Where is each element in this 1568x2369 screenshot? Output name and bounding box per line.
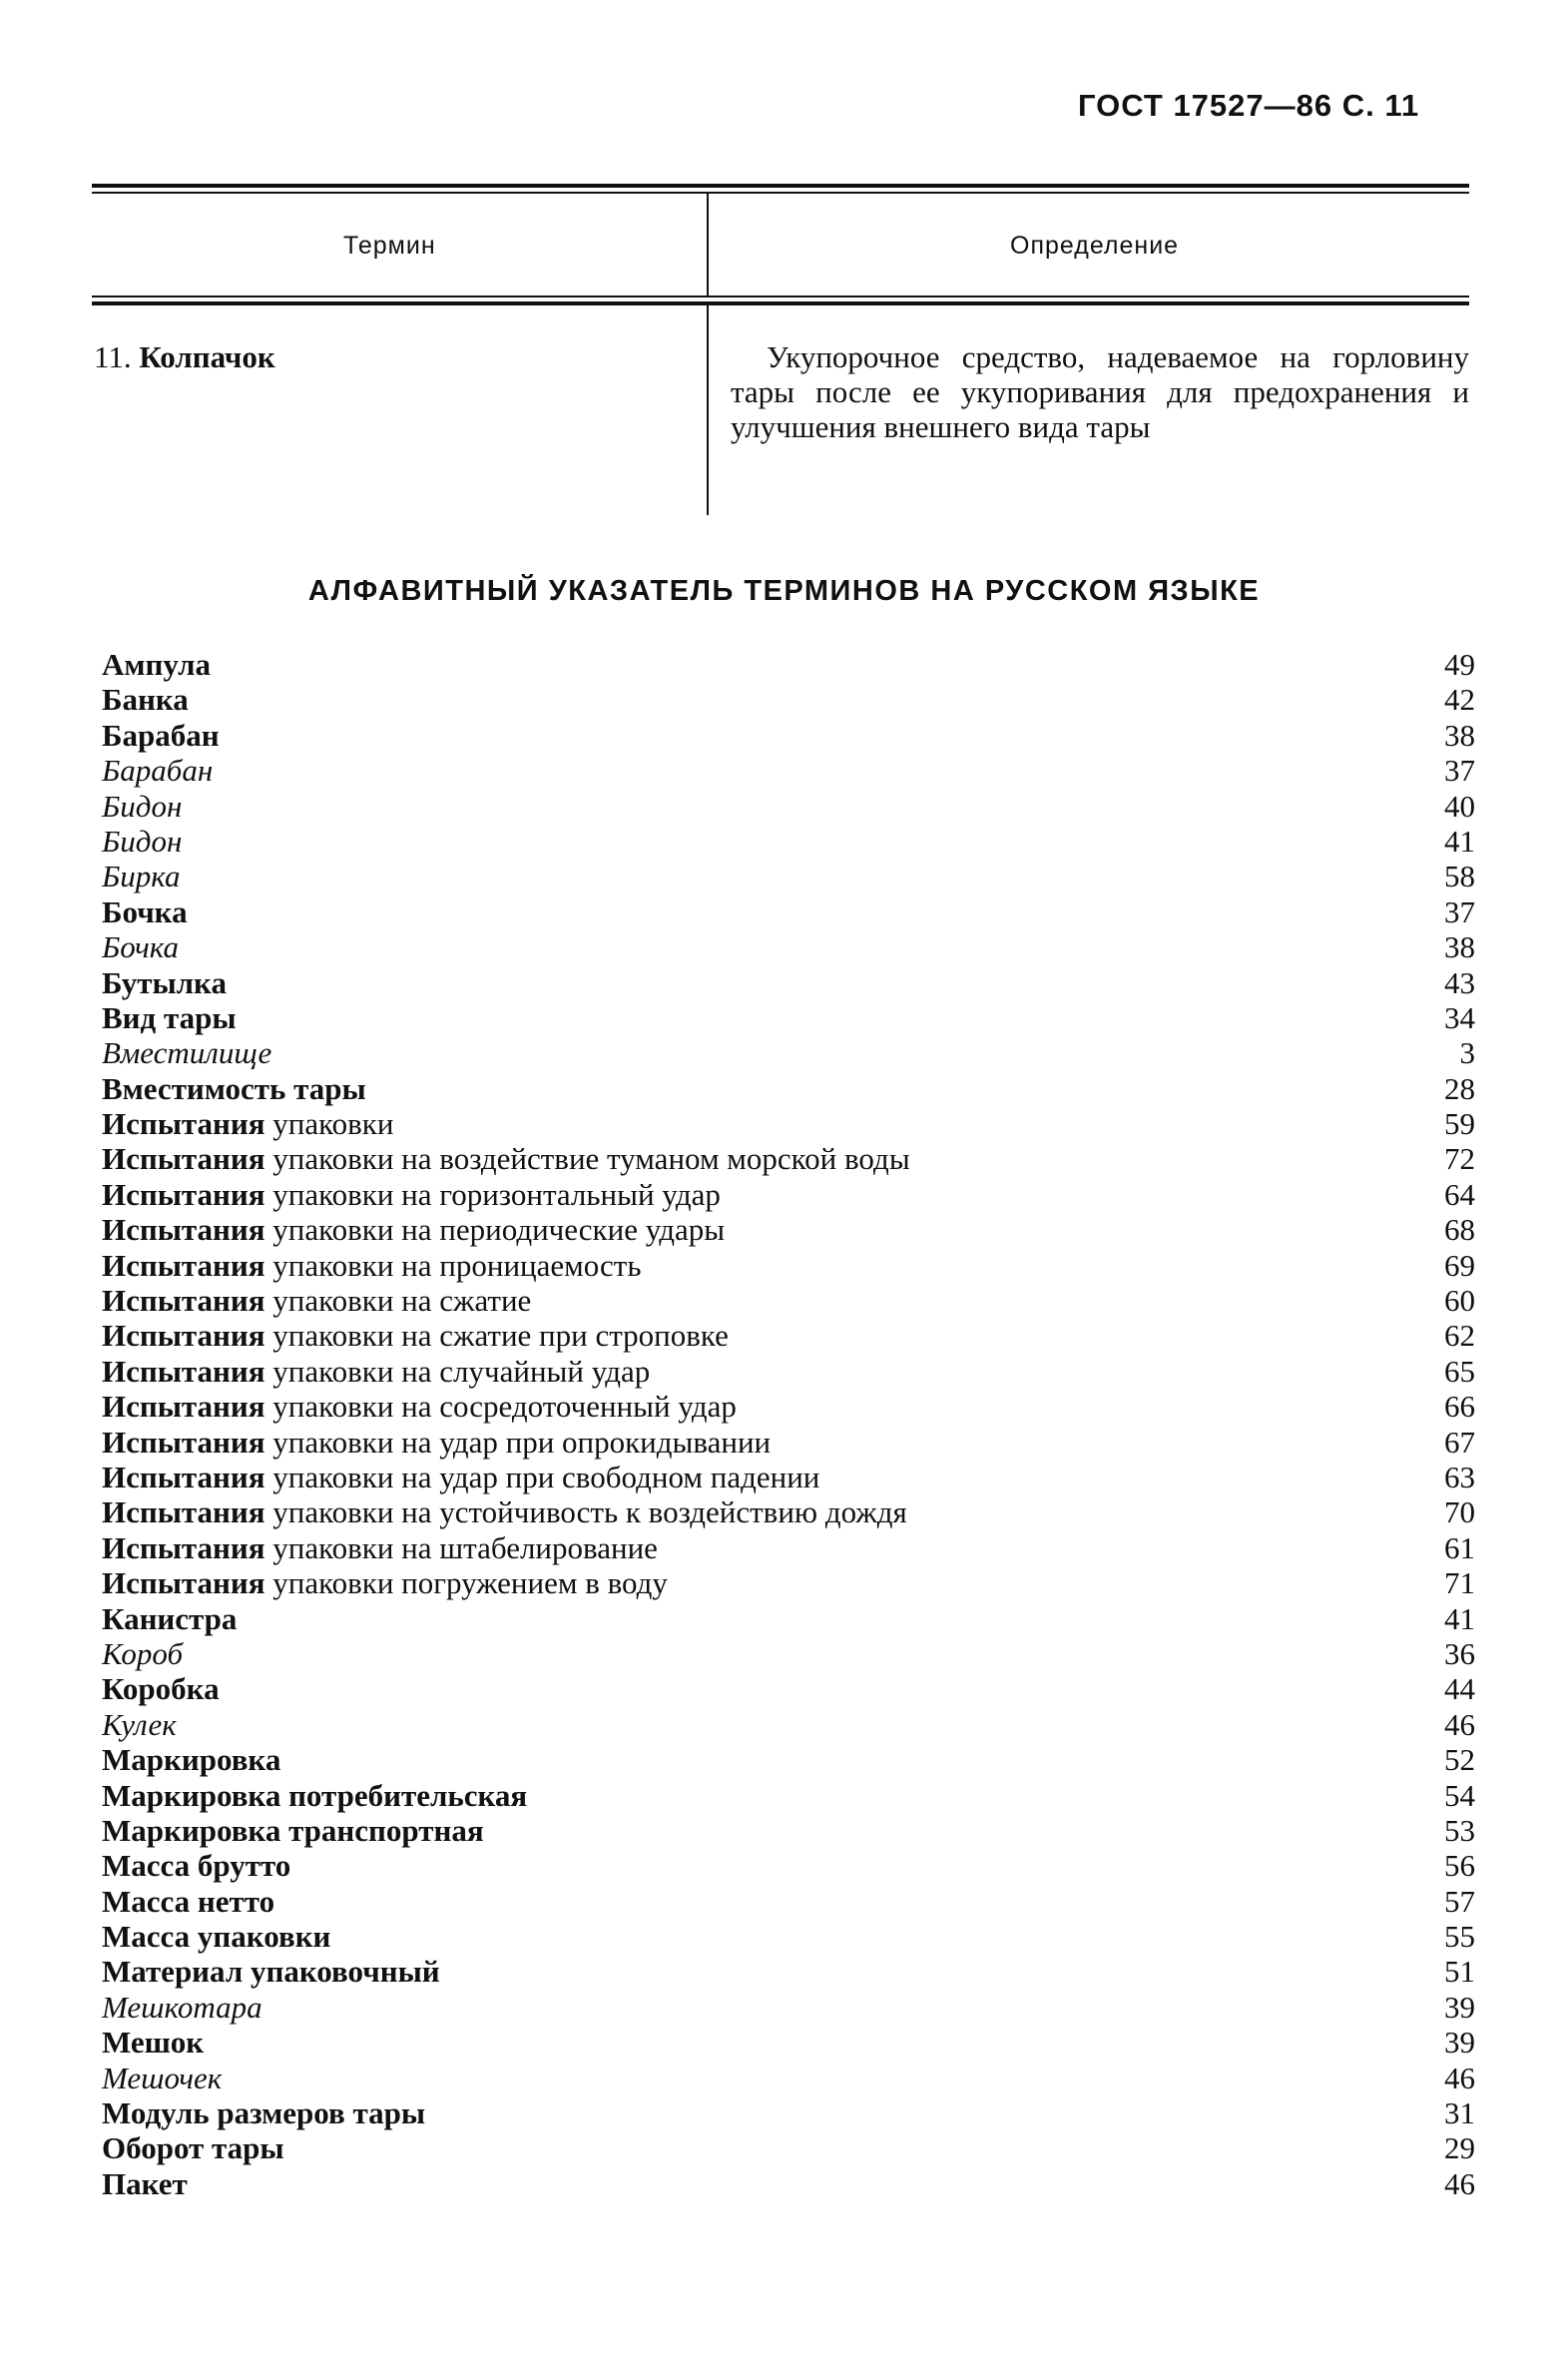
index-entry	[102, 1707, 1475, 1742]
column-header-definition: Определение	[1010, 232, 1180, 260]
index-term-rest: упаковки на удар при опрокидывании	[264, 1424, 772, 1460]
index-term-head: Испытания	[102, 1494, 265, 1530]
index-page-number: 46	[1444, 2060, 1475, 2095]
index-term-head: Испытания	[102, 1353, 265, 1389]
index-page-number: 39	[1444, 2025, 1475, 2061]
index-entry	[102, 1318, 1475, 1353]
index-page-number: 49	[1444, 647, 1475, 682]
index-page-number: 54	[1444, 1777, 1475, 1813]
index-entry	[102, 647, 1475, 682]
index-list	[102, 647, 1475, 2201]
index-entry	[102, 1601, 1475, 1636]
index-term: Бидон	[102, 823, 183, 859]
index-entry	[102, 1742, 1475, 1777]
index-page-number: 61	[1444, 1529, 1475, 1565]
index-page-number: 28	[1444, 1070, 1475, 1106]
index-page-number: 46	[1444, 2165, 1475, 2201]
index-page-number: 65	[1444, 1353, 1475, 1389]
index-entry	[102, 1565, 1475, 1600]
index-term: Пакет	[102, 2165, 188, 2201]
index-page-number: 68	[1444, 1212, 1475, 1248]
index-page-number: 46	[1444, 1706, 1475, 1742]
index-term	[102, 1141, 910, 1176]
index-page-number: 58	[1444, 859, 1475, 894]
index-page-number: 38	[1444, 929, 1475, 965]
index-term-rest: упаковки на сжатие	[264, 1283, 532, 1319]
header-bottom-rule	[92, 296, 1469, 297]
index-page-number: 66	[1444, 1389, 1475, 1425]
index-page-number: 64	[1444, 1176, 1475, 1212]
index-entry	[102, 789, 1475, 824]
index-term: Масса нетто	[102, 1883, 275, 1919]
index-term-head: Испытания	[102, 1424, 265, 1460]
index-entry	[102, 1494, 1475, 1529]
index-entry	[102, 718, 1475, 753]
index-entry	[102, 2166, 1475, 2201]
index-entry	[102, 753, 1475, 788]
index-page-number: 63	[1444, 1459, 1475, 1494]
index-term-rest: упаковки на устойчивость к воздействию дождя	[264, 1494, 907, 1530]
index-term: Оборот тары	[102, 2130, 284, 2166]
index-term: Ампула	[102, 647, 211, 682]
index-page-number: 52	[1444, 1742, 1475, 1778]
body-column-divider	[707, 305, 709, 515]
index-page-number: 69	[1444, 1247, 1475, 1283]
index-term-head: Испытания	[102, 1141, 265, 1177]
index-term-rest: упаковки на воздействие туманом морской воды	[264, 1141, 910, 1177]
index-term: Маркировка транспортная	[102, 1812, 484, 1848]
term-name: Колпачок	[139, 339, 275, 374]
index-page-number: 55	[1444, 1919, 1475, 1955]
index-page-number: 41	[1444, 1600, 1475, 1636]
index-term-rest: упаковки на штабелирование	[264, 1529, 658, 1565]
index-term-rest: упаковки на сосредоточенный удар	[264, 1389, 737, 1425]
index-page-number: 3	[1459, 1035, 1475, 1071]
index-page-number: 57	[1444, 1883, 1475, 1919]
index-term-rest: упаковки на удар при свободном падении	[264, 1459, 820, 1494]
index-term	[102, 1177, 721, 1212]
index-entry	[102, 1177, 1475, 1212]
index-term: Маркировка	[102, 1742, 281, 1778]
index-page-number: 44	[1444, 1671, 1475, 1707]
index-page-number: 37	[1444, 893, 1475, 929]
index-entry	[102, 1636, 1475, 1671]
index-term: Мешок	[102, 2025, 205, 2061]
index-term-rest: упаковки на горизонтальный удар	[264, 1176, 721, 1212]
index-page-number: 41	[1444, 823, 1475, 859]
index-page-number: 71	[1444, 1565, 1475, 1601]
index-page-number: 43	[1444, 964, 1475, 1000]
index-term: Вид тары	[102, 999, 237, 1035]
index-term: Канистра	[102, 1600, 238, 1636]
index-entry	[102, 1848, 1475, 1883]
index-term-head: Испытания	[102, 1459, 265, 1494]
index-entry	[102, 1035, 1475, 1070]
index-entry	[102, 1389, 1475, 1424]
index-entry	[102, 859, 1475, 893]
index-term-head: Испытания	[102, 1106, 265, 1142]
index-entry	[102, 2061, 1475, 2095]
index-page-number: 38	[1444, 717, 1475, 753]
index-page-number: 29	[1444, 2130, 1475, 2166]
index-page-number: 36	[1444, 1635, 1475, 1671]
index-term-head: Испытания	[102, 1318, 265, 1354]
index-term	[102, 1318, 729, 1353]
index-term: Материал упаковочный	[102, 1954, 440, 1990]
index-page-number: 72	[1444, 1141, 1475, 1177]
index-entry	[102, 1954, 1475, 1989]
index-entry	[102, 2130, 1475, 2165]
index-entry	[102, 1283, 1475, 1318]
index-entry	[102, 1460, 1475, 1494]
index-term	[102, 1460, 819, 1494]
index-term-rest: упаковки на случайный удар	[264, 1353, 651, 1389]
index-page-number: 34	[1444, 999, 1475, 1035]
index-page-number: 53	[1444, 1812, 1475, 1848]
index-term: Мешочек	[102, 2060, 223, 2095]
index-term: Маркировка потребительская	[102, 1777, 528, 1813]
index-entry	[102, 1530, 1475, 1565]
index-term	[102, 1389, 737, 1424]
index-term: Короб	[102, 1635, 184, 1671]
index-entry	[102, 1141, 1475, 1176]
index-term	[102, 1494, 907, 1529]
index-term: Бочка	[102, 893, 188, 929]
index-page-number: 60	[1444, 1283, 1475, 1319]
index-page-number: 70	[1444, 1494, 1475, 1530]
index-term	[102, 1212, 725, 1247]
index-term-head: Испытания	[102, 1529, 265, 1565]
index-entry	[102, 1000, 1475, 1035]
index-term-head: Испытания	[102, 1176, 265, 1212]
index-term-rest: упаковки погружением в воду	[264, 1565, 668, 1601]
index-entry	[102, 929, 1475, 964]
index-entry	[102, 894, 1475, 929]
index-entry	[102, 1248, 1475, 1283]
index-page-number: 67	[1444, 1424, 1475, 1460]
index-term: Бочка	[102, 929, 180, 965]
index-term: Масса упаковки	[102, 1919, 331, 1955]
index-page-number: 62	[1444, 1318, 1475, 1354]
index-term: Мешкотара	[102, 1989, 262, 2025]
index-term	[102, 1565, 668, 1600]
definition-text: Укупорочное средство, надеваемое на горловину тары после ее укупоривания для предохранения и улучшения внешнего вида тары	[731, 339, 1469, 444]
table-row-definition	[731, 339, 1469, 444]
index-page-number: 59	[1444, 1106, 1475, 1142]
header-bottom-rule-thick	[92, 301, 1469, 305]
index-entry	[102, 1425, 1475, 1460]
index-page-number: 31	[1444, 2095, 1475, 2131]
index-term	[102, 1106, 393, 1141]
index-entry	[102, 1212, 1475, 1247]
index-entry	[102, 1354, 1475, 1389]
index-entry	[102, 1884, 1475, 1919]
index-term	[102, 1530, 658, 1565]
index-entry	[102, 1813, 1475, 1848]
index-term: Коробка	[102, 1671, 220, 1707]
index-term-head: Испытания	[102, 1565, 265, 1601]
index-term: Бутылка	[102, 964, 227, 1000]
index-term-head: Испытания	[102, 1247, 265, 1283]
index-entry	[102, 1106, 1475, 1141]
index-entry	[102, 1990, 1475, 2025]
index-term-head: Испытания	[102, 1283, 265, 1319]
index-entry	[102, 682, 1475, 717]
index-page-number: 56	[1444, 1848, 1475, 1884]
index-term: Банка	[102, 682, 189, 718]
header-column-divider	[707, 192, 709, 296]
index-term: Барабан	[102, 753, 214, 789]
column-header-term: Термин	[343, 232, 436, 260]
index-term-rest: упаковки на проницаемость	[264, 1247, 642, 1283]
index-entry	[102, 1671, 1475, 1706]
index-term: Бидон	[102, 788, 183, 824]
index-page-number: 37	[1444, 753, 1475, 789]
index-term: Бирка	[102, 859, 181, 894]
page-header: ГОСТ 17527—86 С. 11	[1078, 88, 1420, 123]
index-term: Вместилище	[102, 1035, 272, 1071]
index-entry	[102, 1919, 1475, 1954]
index-term-rest: упаковки	[264, 1106, 394, 1142]
index-term: Кулек	[102, 1706, 177, 1742]
index-term: Масса брутто	[102, 1848, 291, 1884]
index-page-number: 42	[1444, 682, 1475, 718]
table-top-rule-inner	[92, 192, 1469, 194]
index-page-number: 40	[1444, 788, 1475, 824]
index-title: АЛФАВИТНЫЙ УКАЗАТЕЛЬ ТЕРМИНОВ НА РУССКОМ ЯЗЫКЕ	[307, 575, 1261, 607]
index-term: Вместимость тары	[102, 1070, 366, 1106]
index-term	[102, 1283, 531, 1318]
index-term: Модуль размеров тары	[102, 2095, 426, 2131]
index-page-number: 39	[1444, 1989, 1475, 2025]
index-entry	[102, 2095, 1475, 2130]
index-entry	[102, 2025, 1475, 2060]
index-entry	[102, 1778, 1475, 1813]
index-term: Барабан	[102, 717, 220, 753]
index-term-head: Испытания	[102, 1212, 265, 1248]
table-top-rule	[92, 184, 1469, 188]
index-term	[102, 1248, 641, 1283]
index-entry	[102, 824, 1475, 859]
index-term	[102, 1425, 771, 1460]
index-term-head: Испытания	[102, 1389, 265, 1425]
index-term-rest: упаковки на сжатие при строповке	[264, 1318, 729, 1354]
term-number: 11.	[94, 339, 132, 374]
table-row-term	[94, 339, 275, 375]
index-entry	[102, 965, 1475, 1000]
index-term	[102, 1354, 650, 1389]
index-term-rest: упаковки на периодические удары	[264, 1212, 726, 1248]
index-entry	[102, 1071, 1475, 1106]
index-page-number: 51	[1444, 1954, 1475, 1990]
